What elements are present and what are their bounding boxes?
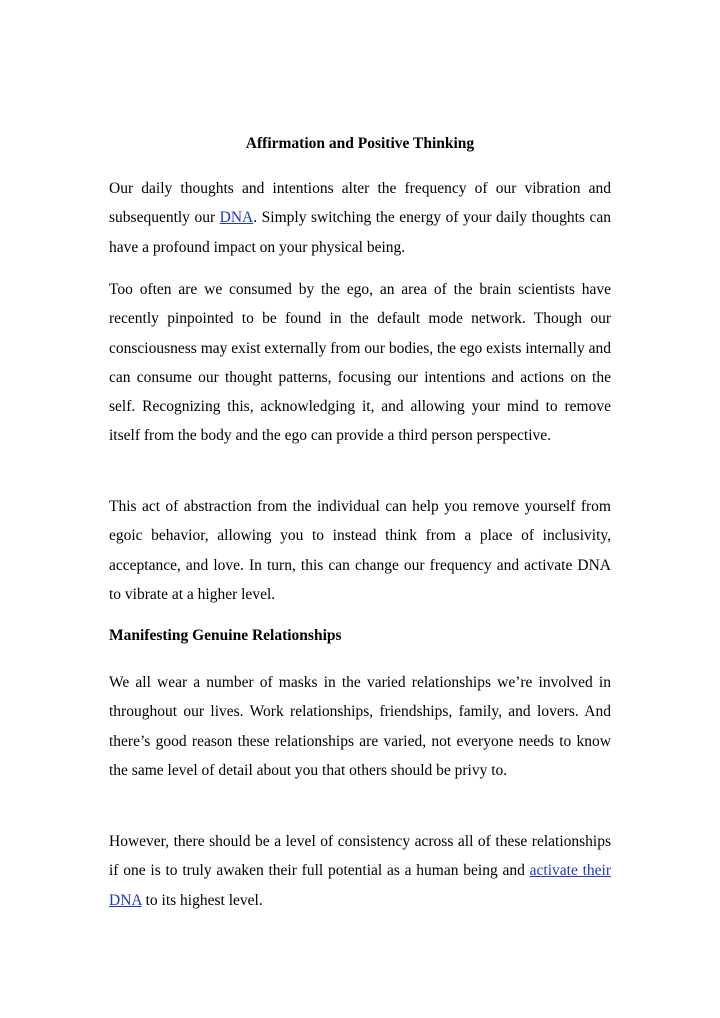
paragraph-1-text-start: Our daily thoughts and intentions alter the frequency of our vibration and subsequently our — [109, 180, 611, 227]
paragraph-5-text-start: However, there should be a level of consistency across all of these relationships if one is to truly awaken their full potential as a human being and — [109, 833, 611, 880]
paragraph-1-text-end: . Simply switching the energy of your daily thoughts can have a profound impact on your physical being. — [109, 209, 611, 256]
paragraph-5-text-end: to its highest level. — [141, 891, 263, 909]
paragraph-4: We all wear a number of masks in the varied relationships we’re involved in throughout our lives. Work relationships, friendships, family, and lovers. And there’s good reason these relationships are varied, not everyone needs to know the same level of detail about you that others should be privy to. — [109, 674, 611, 779]
paragraph-3: This act of abstraction from the individual can help you remove yourself from egoic behavior, allowing you to instead think from a place of inclusivity, acceptance, and love. In turn, this can change our frequency and activate DNA to vibrate at a higher level. — [109, 498, 611, 603]
paragraph-1 — [109, 174, 611, 262]
section-heading: Manifesting Genuine Relationships — [109, 627, 342, 644]
dna-link[interactable]: DNA — [219, 209, 254, 227]
document-title: Affirmation and Positive Thinking — [245, 135, 475, 152]
paragraph-5 — [109, 827, 611, 915]
paragraph-2: Too often are we consumed by the ego, an area of the brain scientists have recently pinpointed to be found in the default mode network. Though our consciousness may exist externally from our bodies, the ego exists internally and can consume our thought patterns, focusing our intentions and actions on the self. Recognizing this, acknowledging it, and allowing your mind to remove itself from the body and the ego can provide a third person perspective. — [109, 281, 611, 445]
activate-dna-link[interactable]: activate their DNA — [109, 862, 612, 909]
